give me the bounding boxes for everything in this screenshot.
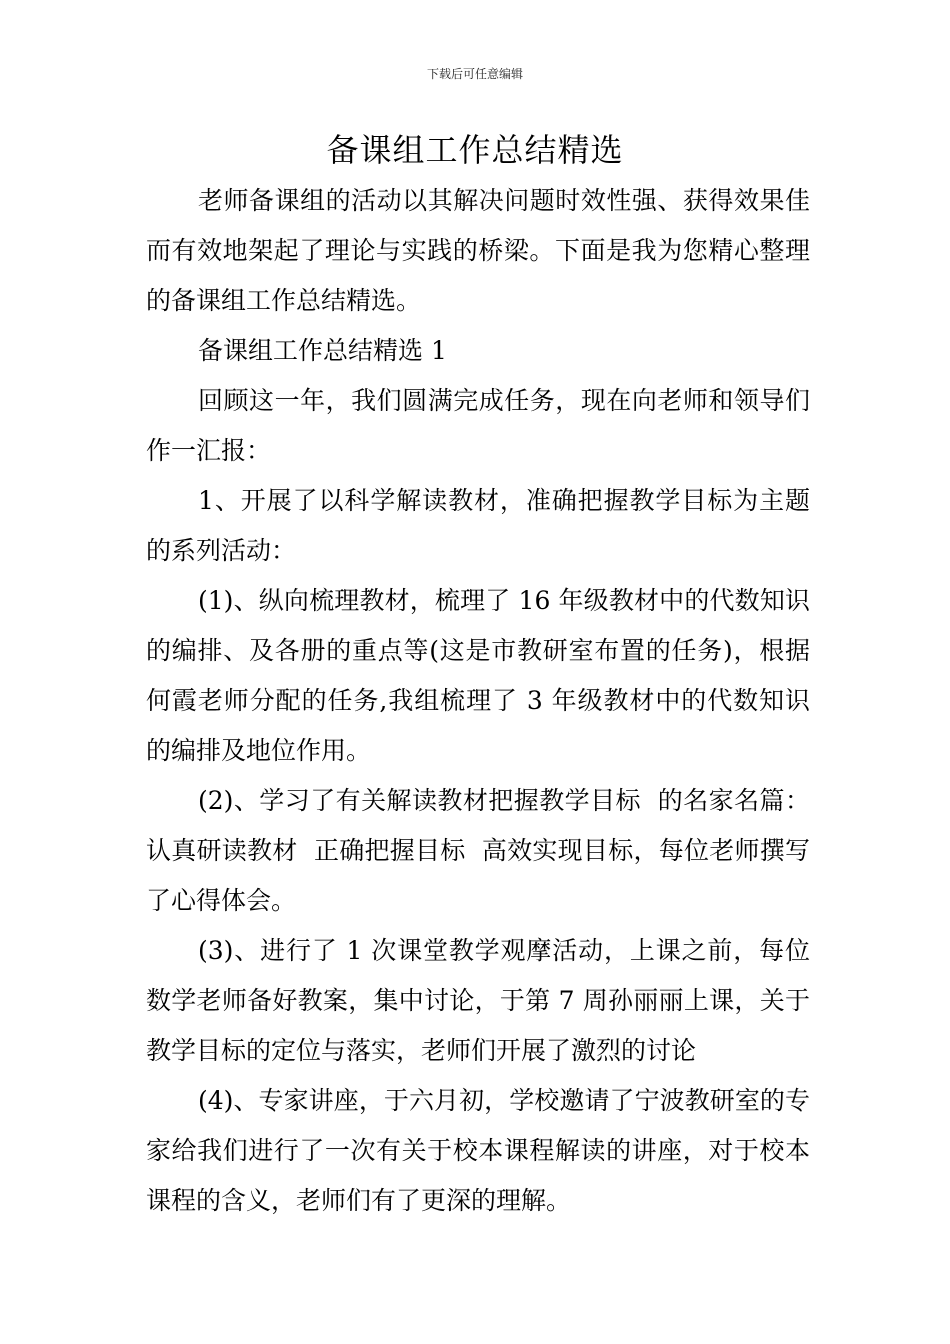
document-body <box>146 176 810 1226</box>
section-heading: 备课组工作总结精选 1 <box>198 336 447 365</box>
paragraph-subitem-1: (1)、纵向梳理教材，梳理了 16 年级教材中的代数知识的编排、及各册的重点等(这是市教研室布置的任务)，根据何霞老师分配的任务,我组梳理了 3 年级教材中的代数知识的编排及地位作用。 <box>146 586 810 765</box>
paragraph-review: 回顾这一年，我们圆满完成任务，现在向老师和领导们作一汇报： <box>146 386 810 465</box>
paragraph-intro: 老师备课组的活动以其解决问题时效性强、获得效果佳而有效地架起了理论与实践的桥梁。下面是我为您精心整理的备课组工作总结精选。 <box>146 186 810 315</box>
paragraph-subitem-2: (2)、学习了有关解读教材把握教学目标 的名家名篇：认真研读教材 正确把握目标 高效实现目标，每位老师撰写了心得体会。 <box>146 786 810 915</box>
paragraph-subitem-4: (4)、专家讲座，于六月初，学校邀请了宁波教研室的专家给我们进行了一次有关于校本课程解读的讲座，对于校本课程的含义，老师们有了更深的理解。 <box>146 1086 810 1215</box>
paragraph-item-1: 1、开展了以科学解读教材，准确把握教学目标为主题的系列活动： <box>146 486 810 565</box>
paragraph-subitem-3: (3)、进行了 1 次课堂教学观摩活动，上课之前，每位数学老师备好教案，集中讨论，于第 7 周孙丽丽上课，关于教学目标的定位与落实，老师们开展了激烈的讨论 <box>146 936 810 1065</box>
header-note: 下载后可任意编辑 <box>426 67 523 81</box>
document-title: 备课组工作总结精选 <box>326 131 624 169</box>
